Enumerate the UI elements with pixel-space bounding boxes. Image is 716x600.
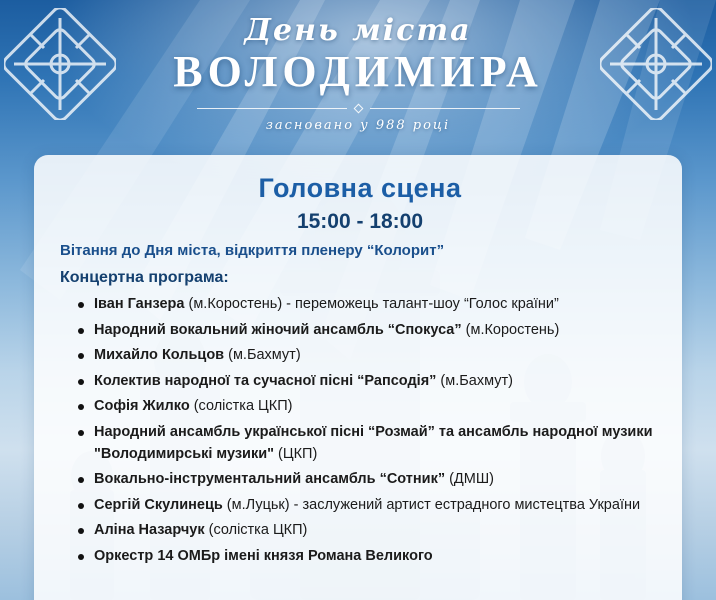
header-divider bbox=[0, 105, 716, 112]
list-item bbox=[78, 293, 660, 315]
list-item bbox=[78, 545, 660, 567]
founded-text: засновано у 988 році bbox=[265, 118, 451, 134]
act-detail: (м.Бахмут) bbox=[224, 347, 301, 364]
divider-line-left bbox=[197, 108, 347, 109]
act-name: Іван Ганзера bbox=[94, 296, 185, 313]
act-detail: (ЦКП) bbox=[274, 446, 318, 462]
act-detail: (солістка ЦКП) bbox=[189, 398, 293, 415]
act-name: Аліна Назарчук bbox=[94, 522, 205, 539]
poster-header bbox=[0, 0, 716, 133]
act-detail: (м.Бахмут) bbox=[436, 372, 513, 389]
divider-line-right bbox=[370, 108, 520, 109]
header-script-line: День міста bbox=[244, 13, 472, 48]
act-name: Вокально-інструментальний ансамбль “Сотник” bbox=[94, 471, 446, 488]
list-item bbox=[78, 468, 660, 490]
act-name: Народний вокальний жіночий ансамбль “Спокуса” bbox=[94, 321, 462, 338]
act-detail: (ДМШ) bbox=[445, 471, 494, 488]
act-detail: (м.Коростень) - переможець талант-шоу “Голос країни” bbox=[184, 296, 559, 313]
program-label: Концертна програма: bbox=[60, 269, 229, 287]
divider-diamond-icon bbox=[353, 104, 363, 114]
act-name: Михайло Кольцов bbox=[94, 347, 225, 364]
act-name: Колектив народної та сучасної пісні “Рапсодія” bbox=[94, 372, 437, 389]
list-item bbox=[78, 344, 660, 366]
list-item bbox=[78, 519, 660, 541]
event-time: 15:00 - 18:00 bbox=[296, 210, 424, 234]
act-name: Оркестр 14 ОМБр імені князя Романа Великого bbox=[94, 547, 433, 564]
act-name: Народний ансамбль української пісні “Розмай” та ансамбль народної музики "Володимирські музики" bbox=[94, 423, 653, 462]
act-detail: (солістка ЦКП) bbox=[204, 522, 308, 539]
list-item bbox=[78, 494, 660, 516]
list-item bbox=[78, 319, 660, 341]
act-name: Сергій Скулинець bbox=[94, 496, 223, 513]
acts-list bbox=[60, 293, 660, 567]
list-item bbox=[78, 421, 660, 466]
act-detail: (м.Коростень) bbox=[461, 321, 560, 338]
list-item bbox=[78, 395, 660, 417]
list-item bbox=[78, 370, 660, 392]
page-title: ВОЛОДИМИРА bbox=[173, 47, 543, 96]
greeting-text: Вітання до Дня міста, відкриття пленеру “Колорит” bbox=[60, 242, 445, 260]
act-name: Софія Жилко bbox=[94, 398, 190, 415]
act-detail: (м.Луцьк) - заслужений артист естрадного мистецтва України bbox=[222, 496, 641, 513]
stage-title: Головна сцена bbox=[258, 173, 462, 204]
program-card bbox=[34, 155, 682, 600]
